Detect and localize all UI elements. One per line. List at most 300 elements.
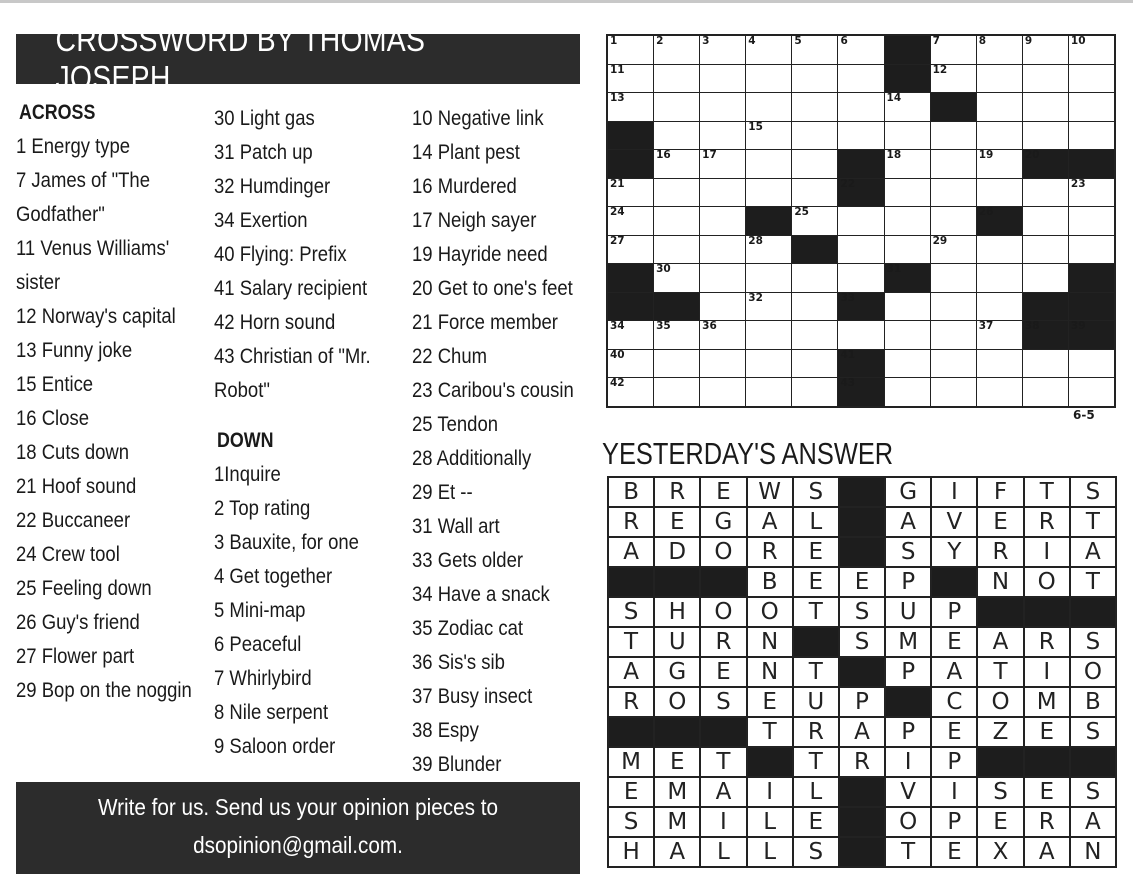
black-square bbox=[1069, 150, 1114, 178]
black-square bbox=[654, 293, 699, 321]
clue-number: 13 bbox=[610, 92, 625, 105]
down-clue-list-continued bbox=[412, 101, 590, 781]
across-clue-list bbox=[16, 129, 211, 707]
clue-item: 15 Entice bbox=[16, 372, 94, 396]
answer-letter: G bbox=[886, 478, 930, 506]
date-code: 6-5 bbox=[1073, 408, 1095, 422]
answer-letter: I bbox=[748, 778, 792, 806]
puzzle-cell[interactable] bbox=[885, 350, 930, 378]
answer-letter: M bbox=[609, 748, 653, 776]
puzzle-cell[interactable] bbox=[931, 207, 976, 235]
puzzle-cell[interactable] bbox=[885, 150, 930, 178]
clue-number: 18 bbox=[886, 149, 902, 162]
puzzle-cell[interactable] bbox=[792, 207, 837, 235]
crossword-grid bbox=[606, 34, 1116, 408]
puzzle-cell[interactable] bbox=[654, 236, 699, 264]
answer-letter: Z bbox=[978, 718, 1022, 746]
clue-number: 32 bbox=[748, 291, 763, 304]
clue-item: 2 Top rating bbox=[214, 496, 311, 520]
puzzle-cell[interactable] bbox=[700, 36, 745, 64]
puzzle-cell[interactable] bbox=[1023, 207, 1068, 235]
black-square bbox=[1071, 598, 1115, 626]
puzzle-cell[interactable] bbox=[746, 350, 791, 378]
page-title: CROSSWORD BY THOMAS JOSEPH bbox=[16, 34, 580, 84]
puzzle-cell[interactable] bbox=[654, 321, 699, 349]
answer-letter: X bbox=[978, 838, 1022, 866]
puzzle-cell[interactable] bbox=[977, 179, 1022, 207]
clue-number: 30 bbox=[656, 263, 671, 276]
down-clue-list bbox=[214, 457, 414, 763]
puzzle-cell[interactable] bbox=[977, 150, 1022, 178]
black-square bbox=[840, 838, 884, 866]
top-rule bbox=[0, 0, 1133, 3]
puzzle-cell[interactable] bbox=[931, 179, 976, 207]
puzzle-cell[interactable] bbox=[1069, 122, 1114, 150]
puzzle-cell[interactable] bbox=[977, 236, 1022, 264]
answer-letter: E bbox=[932, 838, 976, 866]
black-square bbox=[1023, 150, 1068, 178]
answer-letter: R bbox=[978, 538, 1022, 566]
clue-number: 36 bbox=[702, 320, 717, 333]
puzzle-cell[interactable] bbox=[746, 65, 791, 93]
puzzle-cell[interactable] bbox=[654, 122, 699, 150]
answer-letter: N bbox=[748, 658, 792, 686]
clue-item: 34 Exertion bbox=[214, 208, 308, 232]
black-square bbox=[838, 378, 883, 406]
black-square bbox=[655, 568, 699, 596]
footer-email[interactable]: dsopinion@gmail.com. bbox=[193, 832, 403, 858]
puzzle-cell[interactable] bbox=[977, 350, 1022, 378]
puzzle-cell[interactable] bbox=[931, 150, 976, 178]
across-heading: ACROSS bbox=[19, 101, 96, 124]
down-heading: DOWN bbox=[217, 429, 274, 452]
puzzle-cell[interactable] bbox=[608, 236, 653, 264]
puzzle-cell[interactable] bbox=[977, 36, 1022, 64]
black-square bbox=[838, 179, 883, 207]
clue-number: 40 bbox=[610, 348, 625, 361]
puzzle-cell[interactable] bbox=[931, 321, 976, 349]
puzzle-cell[interactable] bbox=[792, 293, 837, 321]
answer-letter: E bbox=[978, 808, 1022, 836]
answer-letter: R bbox=[609, 688, 653, 716]
clue-item: 3 Bauxite, for one bbox=[214, 530, 359, 554]
clue-number: 4 bbox=[748, 35, 756, 47]
clue-number: 10 bbox=[1070, 35, 1086, 47]
clue-number: 25 bbox=[794, 206, 809, 219]
answer-letter: P bbox=[932, 808, 976, 836]
puzzle-cell[interactable] bbox=[700, 150, 745, 178]
answer-letter: T bbox=[978, 658, 1022, 686]
answer-letter: O bbox=[701, 598, 745, 626]
answer-letter: P bbox=[886, 568, 930, 596]
answer-letter: L bbox=[748, 808, 792, 836]
puzzle-cell[interactable] bbox=[931, 293, 976, 321]
puzzle-cell[interactable] bbox=[977, 293, 1022, 321]
answer-letter: T bbox=[1071, 568, 1115, 596]
answer-letter: R bbox=[1025, 628, 1069, 656]
puzzle-cell[interactable] bbox=[654, 93, 699, 121]
answer-letter: T bbox=[609, 628, 653, 656]
clue-column-3 bbox=[412, 101, 590, 781]
clue-item: 31 Wall art bbox=[412, 514, 500, 538]
clue-number: 9 bbox=[1024, 35, 1033, 47]
clue-item: 1Inquire bbox=[214, 462, 281, 486]
puzzle-cell[interactable] bbox=[1069, 378, 1114, 406]
puzzle-cell[interactable] bbox=[792, 350, 837, 378]
puzzle-cell[interactable] bbox=[700, 179, 745, 207]
answer-letter: I bbox=[1025, 538, 1069, 566]
answer-letter: E bbox=[794, 808, 838, 836]
answer-letter: M bbox=[1025, 688, 1069, 716]
answer-letter: E bbox=[748, 688, 792, 716]
puzzle-cell[interactable] bbox=[700, 65, 745, 93]
puzzle-cell[interactable] bbox=[792, 65, 837, 93]
answer-letter: S bbox=[1071, 628, 1115, 656]
puzzle-cell[interactable] bbox=[1069, 36, 1114, 64]
puzzle-cell[interactable] bbox=[746, 321, 791, 349]
answer-letter: T bbox=[1025, 478, 1069, 506]
answer-letter: T bbox=[748, 718, 792, 746]
puzzle-cell[interactable] bbox=[792, 122, 837, 150]
puzzle-cell[interactable] bbox=[792, 264, 837, 292]
answer-letter: E bbox=[1025, 718, 1069, 746]
puzzle-cell[interactable] bbox=[700, 293, 745, 321]
puzzle-cell[interactable] bbox=[931, 65, 976, 93]
puzzle-cell[interactable] bbox=[700, 378, 745, 406]
clue-number: 41 bbox=[840, 348, 856, 361]
puzzle-cell[interactable] bbox=[1023, 350, 1068, 378]
answer-letter: R bbox=[655, 478, 699, 506]
puzzle-cell[interactable] bbox=[885, 236, 930, 264]
answer-letter: O bbox=[748, 598, 792, 626]
answer-letter: B bbox=[1071, 688, 1115, 716]
clue-column-1 bbox=[16, 101, 211, 707]
answer-letter: I bbox=[1025, 658, 1069, 686]
clue-item: 27 Flower part bbox=[16, 644, 135, 668]
clue-item: 20 Get to one's feet bbox=[412, 276, 573, 300]
answer-letter: R bbox=[1025, 508, 1069, 536]
puzzle-cell[interactable] bbox=[792, 378, 837, 406]
puzzle-cell[interactable] bbox=[931, 350, 976, 378]
puzzle-cell[interactable] bbox=[977, 93, 1022, 121]
puzzle-cell[interactable] bbox=[838, 236, 883, 264]
clue-item: 34 Have a snack bbox=[412, 582, 550, 606]
clue-number: 31 bbox=[886, 263, 902, 276]
clue-number: 19 bbox=[978, 149, 994, 162]
clue-number: 27 bbox=[610, 234, 625, 247]
puzzle-cell[interactable] bbox=[700, 321, 745, 349]
puzzle-cell[interactable] bbox=[608, 93, 653, 121]
puzzle-cell[interactable] bbox=[1069, 179, 1114, 207]
clue-number: 29 bbox=[932, 234, 948, 247]
puzzle-cell[interactable] bbox=[838, 207, 883, 235]
puzzle-cell[interactable] bbox=[1023, 36, 1068, 64]
answer-letter: A bbox=[609, 658, 653, 686]
puzzle-cell[interactable] bbox=[1023, 264, 1068, 292]
black-square bbox=[1023, 293, 1068, 321]
answer-letter: E bbox=[932, 718, 976, 746]
answer-letter: A bbox=[1071, 538, 1115, 566]
answer-letter: S bbox=[609, 598, 653, 626]
answer-letter: P bbox=[886, 718, 930, 746]
clue-item: 25 Feeling down bbox=[16, 576, 152, 600]
puzzle-cell[interactable] bbox=[1069, 236, 1114, 264]
answer-letter: N bbox=[978, 568, 1022, 596]
black-square bbox=[840, 508, 884, 536]
puzzle-cell[interactable] bbox=[885, 293, 930, 321]
answer-letter: E bbox=[794, 568, 838, 596]
black-square bbox=[840, 658, 884, 686]
puzzle-cell[interactable] bbox=[931, 264, 976, 292]
puzzle-cell[interactable] bbox=[1023, 236, 1068, 264]
answer-letter: R bbox=[609, 508, 653, 536]
answer-letter: N bbox=[1071, 838, 1115, 866]
clue-number: 5 bbox=[794, 35, 802, 47]
puzzle-cell[interactable] bbox=[746, 93, 791, 121]
puzzle-cell[interactable] bbox=[700, 93, 745, 121]
answer-letter: O bbox=[655, 688, 699, 716]
answer-letter: A bbox=[609, 538, 653, 566]
puzzle-cell[interactable] bbox=[608, 36, 653, 64]
answer-letter: T bbox=[794, 598, 838, 626]
across-clue-list-continued bbox=[214, 101, 414, 407]
answer-letter: U bbox=[655, 628, 699, 656]
puzzle-cell[interactable] bbox=[654, 350, 699, 378]
black-square bbox=[655, 718, 699, 746]
answer-letter: H bbox=[609, 838, 653, 866]
clue-number: 43 bbox=[840, 377, 856, 390]
answer-letter: T bbox=[794, 748, 838, 776]
clue-number: 34 bbox=[610, 320, 625, 333]
answer-letter: S bbox=[840, 628, 884, 656]
puzzle-cell[interactable] bbox=[1023, 179, 1068, 207]
puzzle-cell[interactable] bbox=[608, 65, 653, 93]
answer-letter: A bbox=[1025, 838, 1069, 866]
puzzle-cell[interactable] bbox=[608, 321, 653, 349]
clue-item: 40 Flying: Prefix bbox=[214, 242, 347, 266]
answer-letter: L bbox=[701, 838, 745, 866]
puzzle-cell[interactable] bbox=[885, 207, 930, 235]
answer-letter: S bbox=[1071, 478, 1115, 506]
puzzle-cell[interactable] bbox=[931, 122, 976, 150]
puzzle-cell[interactable] bbox=[1023, 378, 1068, 406]
answer-letter: O bbox=[886, 808, 930, 836]
puzzle-cell[interactable] bbox=[700, 236, 745, 264]
puzzle-cell[interactable] bbox=[977, 321, 1022, 349]
puzzle-cell[interactable] bbox=[1023, 93, 1068, 121]
puzzle-cell[interactable] bbox=[792, 321, 837, 349]
puzzle-cell[interactable] bbox=[931, 236, 976, 264]
answer-letter: G bbox=[655, 658, 699, 686]
answer-letter: V bbox=[886, 778, 930, 806]
puzzle-cell[interactable] bbox=[654, 36, 699, 64]
puzzle-cell[interactable] bbox=[885, 321, 930, 349]
answer-letter: I bbox=[932, 778, 976, 806]
puzzle-cell[interactable] bbox=[654, 65, 699, 93]
clue-number: 33 bbox=[840, 291, 856, 304]
black-square bbox=[885, 36, 930, 64]
clue-item: 37 Busy insect bbox=[412, 684, 533, 708]
answer-letter: T bbox=[886, 838, 930, 866]
answer-letter: L bbox=[794, 778, 838, 806]
black-square bbox=[840, 808, 884, 836]
clue-item: 30 Light gas bbox=[214, 106, 315, 130]
puzzle-cell[interactable] bbox=[746, 264, 791, 292]
answer-letter: E bbox=[609, 778, 653, 806]
puzzle-cell[interactable] bbox=[654, 150, 699, 178]
clue-item: 16 Murdered bbox=[412, 174, 517, 198]
answer-letter: C bbox=[932, 688, 976, 716]
black-square bbox=[609, 568, 653, 596]
puzzle-cell[interactable] bbox=[838, 122, 883, 150]
clue-number: 12 bbox=[932, 63, 948, 76]
answer-letter: R bbox=[748, 538, 792, 566]
answer-letter: E bbox=[978, 508, 1022, 536]
puzzle-cell[interactable] bbox=[838, 93, 883, 121]
puzzle-cell[interactable] bbox=[700, 122, 745, 150]
clue-item: 19 Hayride need bbox=[412, 242, 548, 266]
clue-item: 39 Blunder bbox=[412, 752, 502, 776]
clue-column-2 bbox=[214, 101, 414, 763]
puzzle-cell[interactable] bbox=[608, 179, 653, 207]
clue-number: 42 bbox=[610, 377, 625, 390]
puzzle-cell[interactable] bbox=[885, 179, 930, 207]
answer-letter: A bbox=[701, 778, 745, 806]
puzzle-cell[interactable] bbox=[746, 378, 791, 406]
answer-letter: E bbox=[932, 628, 976, 656]
clue-item: 7 James of "The Godfather" bbox=[16, 168, 150, 226]
puzzle-cell[interactable] bbox=[1069, 207, 1114, 235]
puzzle-cell[interactable] bbox=[608, 350, 653, 378]
puzzle-cell[interactable] bbox=[792, 36, 837, 64]
puzzle-cell[interactable] bbox=[700, 350, 745, 378]
puzzle-cell[interactable] bbox=[792, 93, 837, 121]
clue-number: 39 bbox=[1070, 320, 1086, 333]
clue-item: 35 Zodiac cat bbox=[412, 616, 524, 640]
black-square bbox=[701, 718, 745, 746]
answer-letter: E bbox=[655, 508, 699, 536]
answer-letter: E bbox=[655, 748, 699, 776]
answer-letter: A bbox=[886, 508, 930, 536]
clue-item: 22 Buccaneer bbox=[16, 508, 131, 532]
answer-letter: U bbox=[794, 688, 838, 716]
answer-letter: F bbox=[978, 478, 1022, 506]
black-square bbox=[746, 207, 791, 235]
footer-line-1: Write for us. Send us your opinion pieces to bbox=[97, 794, 499, 820]
puzzle-cell[interactable] bbox=[746, 150, 791, 178]
puzzle-cell[interactable] bbox=[654, 207, 699, 235]
puzzle-cell[interactable] bbox=[746, 293, 791, 321]
black-square bbox=[978, 748, 1022, 776]
puzzle-cell[interactable] bbox=[838, 36, 883, 64]
clue-item: 18 Cuts down bbox=[16, 440, 130, 464]
answer-letter: E bbox=[794, 538, 838, 566]
puzzle-cell[interactable] bbox=[746, 179, 791, 207]
answer-letter: E bbox=[701, 478, 745, 506]
puzzle-cell[interactable] bbox=[977, 378, 1022, 406]
answer-letter: O bbox=[978, 688, 1022, 716]
clue-number: 1 bbox=[610, 35, 618, 47]
puzzle-cell[interactable] bbox=[1069, 350, 1114, 378]
puzzle-cell[interactable] bbox=[838, 321, 883, 349]
clue-item: 21 Hoof sound bbox=[16, 474, 137, 498]
clue-number: 16 bbox=[656, 149, 671, 162]
answer-letter: S bbox=[886, 538, 930, 566]
black-square bbox=[931, 93, 976, 121]
clue-number: 20 bbox=[1024, 149, 1040, 162]
puzzle-cell[interactable] bbox=[838, 264, 883, 292]
answer-letter: S bbox=[1071, 778, 1115, 806]
puzzle-cell[interactable] bbox=[1023, 122, 1068, 150]
black-square bbox=[838, 350, 883, 378]
clue-number: 2 bbox=[656, 35, 664, 47]
answer-letter: P bbox=[932, 598, 976, 626]
clue-item: 29 Bop on the noggin bbox=[16, 678, 192, 702]
puzzle-cell[interactable] bbox=[700, 264, 745, 292]
answer-letter: I bbox=[932, 478, 976, 506]
answer-letter: P bbox=[840, 688, 884, 716]
puzzle-cell[interactable] bbox=[700, 207, 745, 235]
clue-item: 8 Nile serpent bbox=[214, 700, 329, 724]
black-square bbox=[608, 150, 653, 178]
puzzle-cell[interactable] bbox=[1069, 93, 1114, 121]
clue-item: 42 Horn sound bbox=[214, 310, 336, 334]
puzzle-cell[interactable] bbox=[608, 378, 653, 406]
puzzle-cell[interactable] bbox=[1023, 65, 1068, 93]
puzzle-cell[interactable] bbox=[792, 150, 837, 178]
puzzle-cell[interactable] bbox=[654, 179, 699, 207]
black-square bbox=[885, 264, 930, 292]
black-square bbox=[1069, 264, 1114, 292]
puzzle-cell[interactable] bbox=[885, 378, 930, 406]
puzzle-cell[interactable] bbox=[654, 378, 699, 406]
clue-item: 36 Sis's sib bbox=[412, 650, 505, 674]
puzzle-cell[interactable] bbox=[931, 378, 976, 406]
answer-letter: A bbox=[932, 658, 976, 686]
puzzle-cell[interactable] bbox=[654, 264, 699, 292]
clue-number: 38 bbox=[1024, 320, 1040, 333]
footer-banner bbox=[16, 782, 580, 874]
puzzle-cell[interactable] bbox=[977, 65, 1022, 93]
black-square bbox=[748, 748, 792, 776]
clue-item: 31 Patch up bbox=[214, 140, 313, 164]
puzzle-cell[interactable] bbox=[885, 93, 930, 121]
puzzle-cell[interactable] bbox=[792, 179, 837, 207]
puzzle-cell[interactable] bbox=[746, 236, 791, 264]
answer-letter: A bbox=[655, 838, 699, 866]
clue-number: 8 bbox=[978, 35, 987, 47]
puzzle-cell[interactable] bbox=[977, 122, 1022, 150]
clue-number: 24 bbox=[610, 206, 625, 219]
answer-letter: R bbox=[794, 718, 838, 746]
puzzle-cell[interactable] bbox=[977, 264, 1022, 292]
puzzle-cell[interactable] bbox=[608, 207, 653, 235]
puzzle-cell[interactable] bbox=[885, 122, 930, 150]
black-square bbox=[840, 478, 884, 506]
puzzle-cell[interactable] bbox=[1069, 65, 1114, 93]
black-square bbox=[840, 538, 884, 566]
answer-letter: T bbox=[701, 748, 745, 776]
answer-letter: E bbox=[1025, 778, 1069, 806]
clue-number: 6 bbox=[840, 35, 848, 47]
black-square bbox=[886, 688, 930, 716]
puzzle-cell[interactable] bbox=[746, 36, 791, 64]
puzzle-cell[interactable] bbox=[931, 36, 976, 64]
puzzle-cell[interactable] bbox=[838, 65, 883, 93]
puzzle-cell[interactable] bbox=[746, 122, 791, 150]
black-square bbox=[1071, 748, 1115, 776]
clue-number: 3 bbox=[702, 35, 710, 47]
